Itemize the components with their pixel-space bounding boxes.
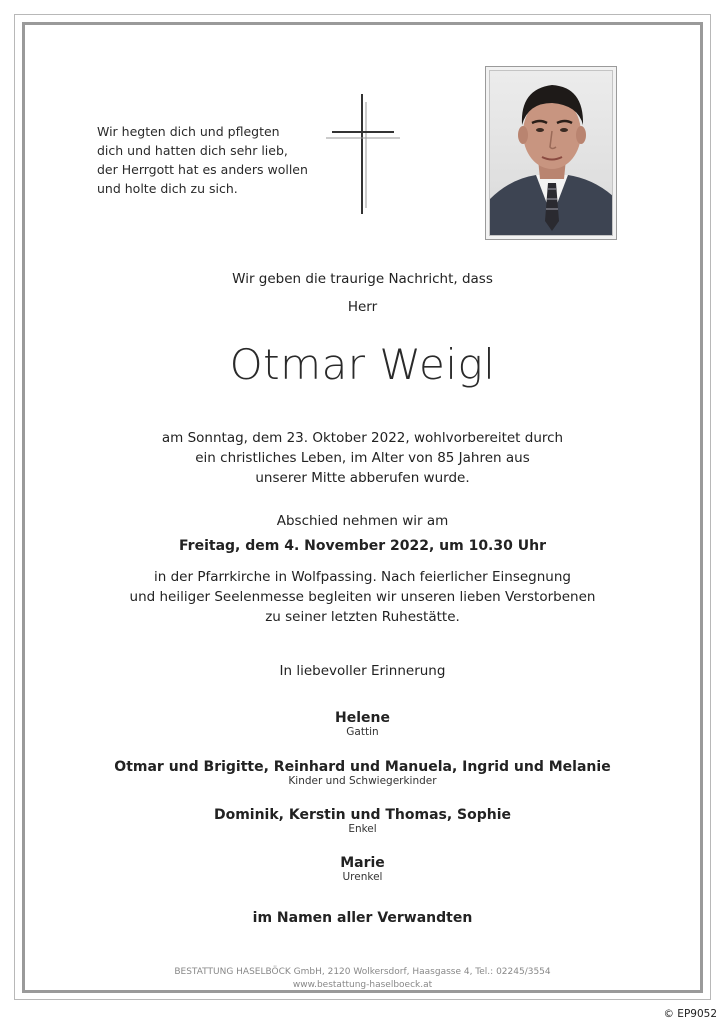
poem-line: Wir hegten dich und pflegten bbox=[97, 124, 280, 139]
mourner-name: Helene bbox=[335, 710, 390, 726]
farewell-text: Abschied nehmen wir am bbox=[276, 513, 449, 529]
funeral-date: Freitag, dem 4. November 2022, um 10.30 Uhr bbox=[179, 538, 546, 554]
poem-line: der Herrgott hat es anders wollen bbox=[97, 162, 308, 177]
mourner-role: Kinder und Schwiegerkinder bbox=[288, 775, 437, 787]
mourner-name: Dominik, Kerstin und Thomas, Sophie bbox=[213, 807, 512, 823]
portrait-photo bbox=[489, 70, 613, 236]
poem-line: dich und hatten dich sehr lieb, bbox=[97, 143, 288, 158]
ceremony-line: in der Pfarrkirche in Wolfpassing. Nach feierlicher Einsegnung bbox=[154, 569, 571, 585]
document-code: © EP9052 bbox=[663, 1008, 717, 1020]
mourner-group-great-grandchildren bbox=[30, 855, 695, 883]
mourner-name: Marie bbox=[340, 855, 385, 871]
mourner-group-grandchildren bbox=[30, 807, 695, 835]
death-notice bbox=[30, 428, 695, 488]
ceremony-line: zu seiner letzten Ruhestätte. bbox=[265, 609, 460, 625]
mourner-name: Otmar und Brigitte, Reinhard und Manuela, Ingrid und Melanie bbox=[114, 759, 611, 775]
mourner-role: Urenkel bbox=[342, 871, 383, 883]
death-line: unserer Mitte abberufen wurde. bbox=[255, 470, 470, 486]
death-line: am Sonntag, dem 23. Oktober 2022, wohlvorbereitet durch bbox=[161, 430, 564, 446]
ceremony-text bbox=[30, 567, 695, 627]
death-line: ein christliches Leben, im Alter von 85 Jahren aus bbox=[195, 450, 530, 466]
intro-text: Wir geben die traurige Nachricht, dass bbox=[232, 271, 493, 287]
mourner-group-spouse bbox=[30, 710, 695, 738]
closing-text: im Namen aller Verwandten bbox=[252, 910, 473, 926]
mourner-group-children bbox=[30, 759, 695, 787]
portrait-frame bbox=[485, 66, 617, 240]
mourner-role: Enkel bbox=[348, 823, 377, 835]
footer-company: BESTATTUNG HASELBÖCK GmbH, 2120 Wolkersdorf, Haasgasse 4, Tel.: 02245/3554 bbox=[174, 967, 551, 977]
poem-line: und holte dich zu sich. bbox=[97, 181, 238, 196]
cross-icon bbox=[322, 92, 404, 216]
ceremony-line: und heiliger Seelenmesse begleiten wir unseren lieben Verstorbenen bbox=[129, 589, 596, 605]
footer bbox=[30, 966, 695, 992]
memory-text: In liebevoller Erinnerung bbox=[279, 663, 446, 679]
poem bbox=[97, 122, 317, 198]
honorific: Herr bbox=[347, 299, 378, 315]
deceased-name: Otmar Weigl bbox=[229, 340, 496, 389]
footer-website[interactable]: www.bestattung-haselboeck.at bbox=[292, 980, 433, 990]
mourner-role: Gattin bbox=[346, 726, 379, 738]
portrait-figure bbox=[490, 71, 613, 236]
